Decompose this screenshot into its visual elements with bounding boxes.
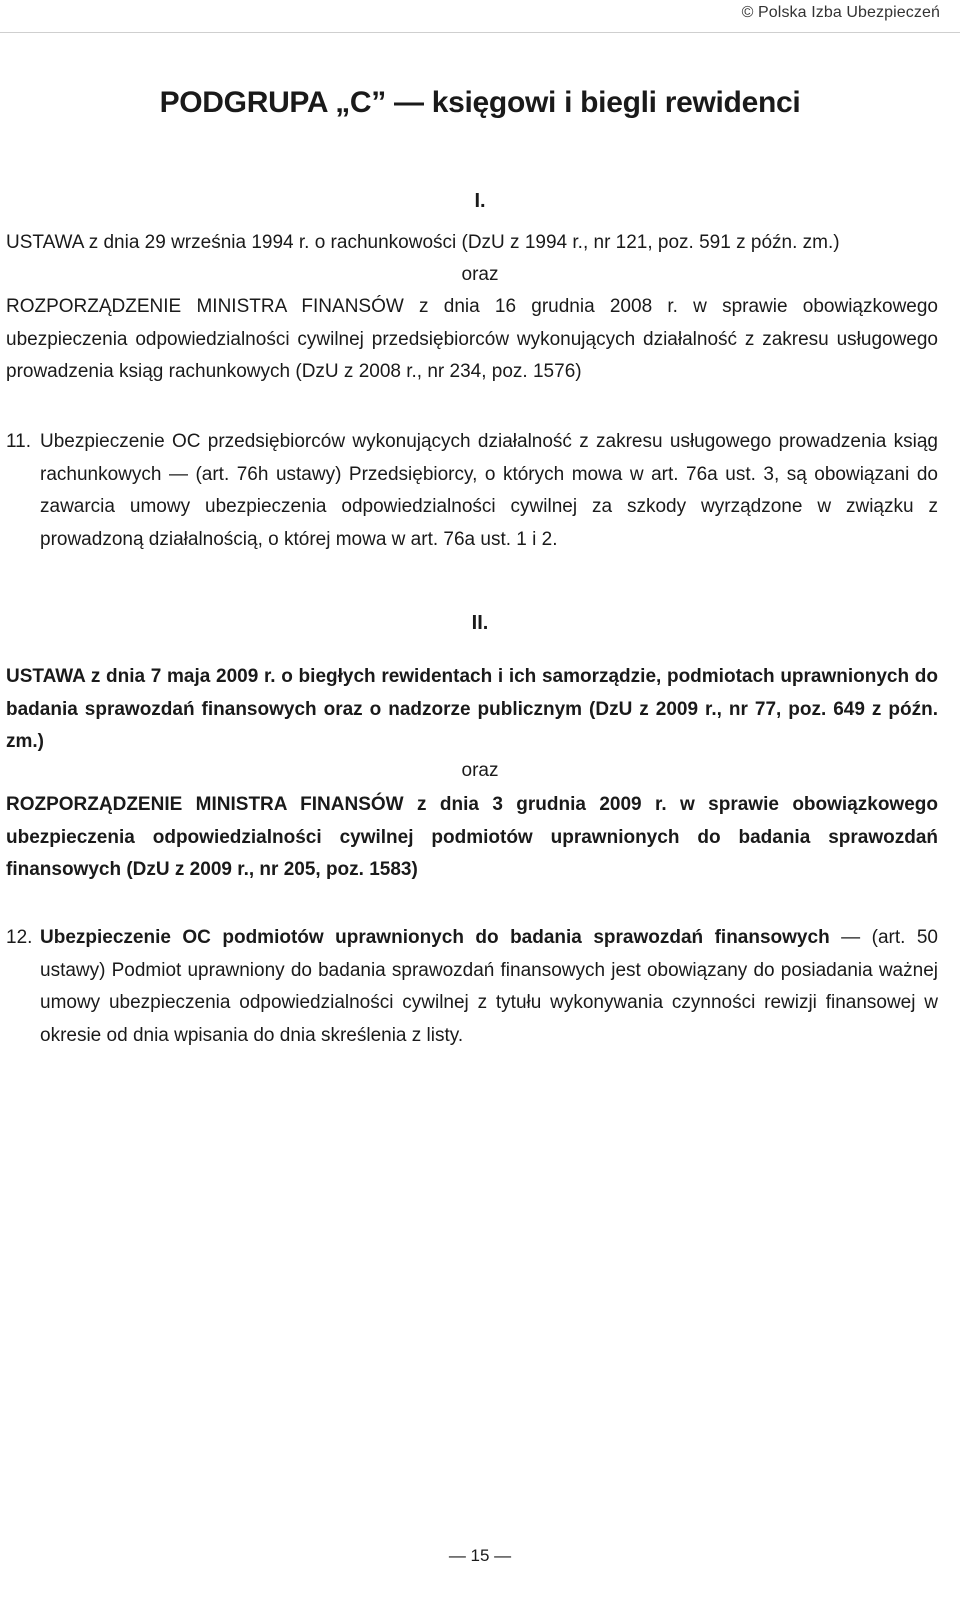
page-title: PODGRUPA „C” — księgowi i biegli rewidenci (159, 86, 801, 119)
item-number: 11. (6, 431, 32, 452)
item-text: Podmiot uprawniony do badania sprawozdań finansowych jest obowiązany do posiadania ważnej umowy ubezpieczenia odpowiedzialności cywilnej z tytułu wykonywania czynności rewizji finansowej w okresie od dnia wpisania do dnia skreślenia z listy. (40, 959, 938, 1046)
item-reference: — (art. 50 ustawy) (40, 927, 938, 981)
section-1-regulation: ROZPORZĄDZENIE MINISTRA FINANSÓW z dnia 16 grudnia 2008 r. w sprawie obowiązkowego ubezpieczenia odpowiedzialności cywilnej przedsiębiorców wykonujących działalność z zakresu usługowego prowadzenia ksiąg rachunkowych (DzU z 2008 r., nr 234, poz. 1576) (6, 296, 938, 382)
section-1-conjunction: oraz (461, 264, 499, 285)
item-heading: Ubezpieczenie OC przedsiębiorców wykonujących działalność z zakresu usługowego prowadzenia ksiąg rachunkowych (40, 431, 938, 485)
section-1-law: USTAWA z dnia 29 września 1994 r. o rachunkowości (DzU z 1994 r., nr 121, poz. 591 z późn. zm.) (6, 232, 840, 253)
section-2-numeral: II. (471, 612, 489, 634)
insurance-item-12 (6, 922, 938, 1052)
section-2-conjunction: oraz (461, 760, 499, 781)
item-text: Przedsiębiorcy, o których mowa w art. 76a ust. 3, są obowiązani do zawarcia umowy ubezpieczenia odpowiedzialności cywilnej za szkody wyrządzone w związku z prowadzoną działalnością, o której mowa w art. 76a ust. 1 i 2. (40, 463, 938, 550)
header-divider (0, 32, 960, 33)
section-2-regulation: ROZPORZĄDZENIE MINISTRA FINANSÓW z dnia 3 grudnia 2009 r. w sprawie obowiązkowego ubezpieczenia odpowiedzialności cywilnej podmiotów uprawnionych do badania sprawozdań finansowych (DzU z 2009 r., nr 205, poz. 1583) (6, 794, 938, 880)
section-2-law: USTAWA z dnia 7 maja 2009 r. o biegłych rewidentach i ich samorządzie, podmiotach uprawnionych do badania sprawozdań finansowych oraz o nadzorze publicznym (DzU z 2009 r., nr 77, poz. 649 z późn. zm.) (6, 666, 938, 752)
page-number: — 15 — (448, 1546, 512, 1565)
item-reference: — (art. 76h ustawy) (161, 463, 349, 485)
section-1-numeral: I. (474, 190, 486, 212)
insurance-item-11 (6, 426, 938, 556)
item-heading: Ubezpieczenie OC podmiotów uprawnionych do badania sprawozdań finansowych (40, 927, 830, 948)
copyright-owner: Polska Izba Ubezpieczeń (758, 4, 940, 21)
copyright-icon: © (741, 4, 754, 21)
header-copyright (742, 4, 940, 22)
item-number: 12. (6, 927, 33, 948)
